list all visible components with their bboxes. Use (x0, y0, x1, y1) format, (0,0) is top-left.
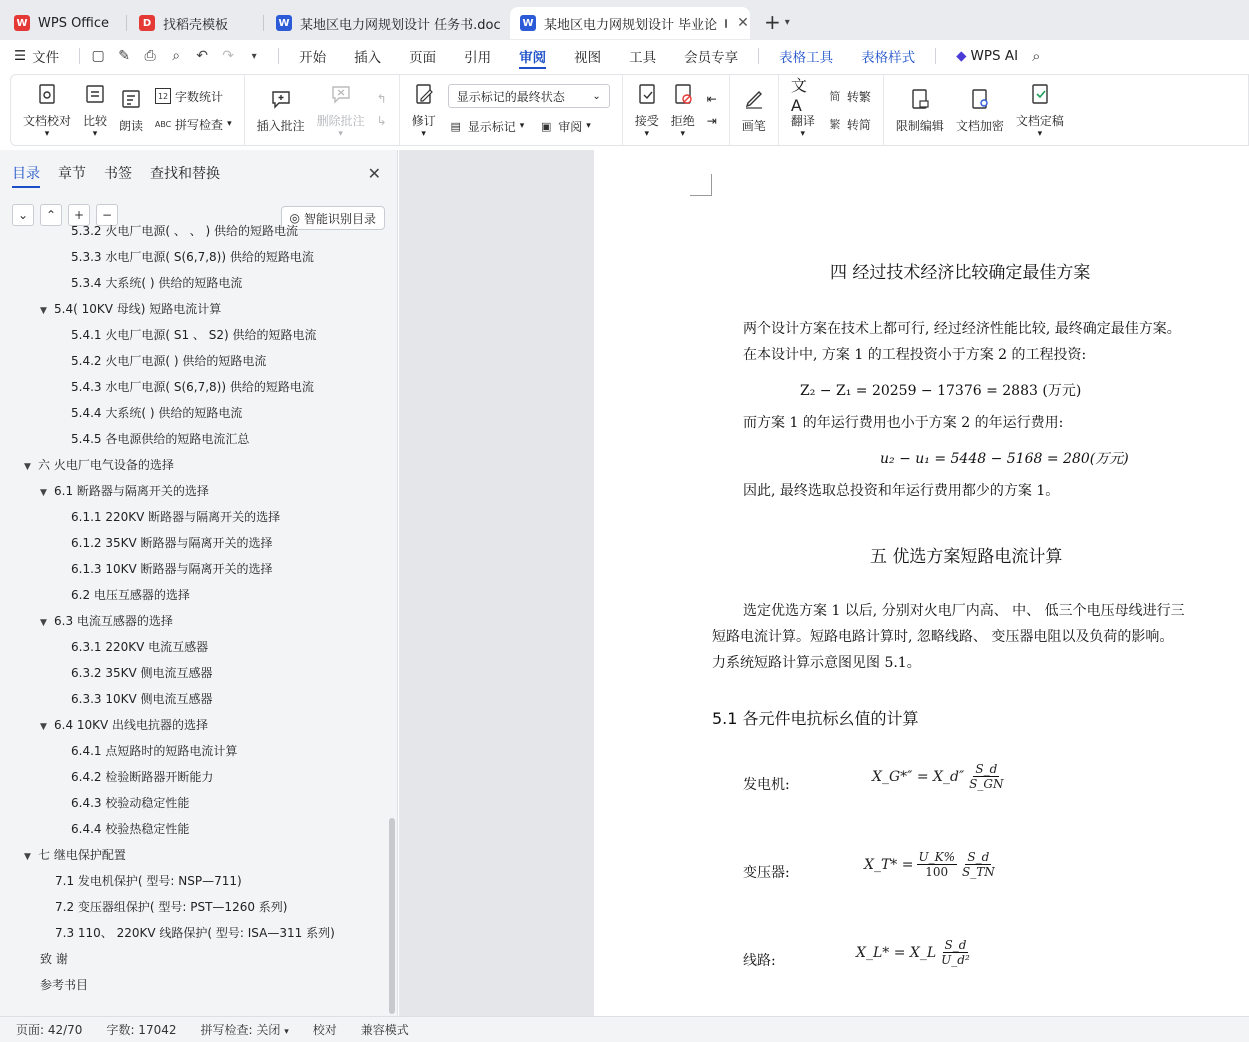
chevron-down-icon: ⌄ (592, 90, 601, 102)
translate-label: 翻译 (790, 113, 815, 128)
delete-comment-button[interactable] (311, 78, 371, 142)
spell-check-icon: ABC (154, 119, 172, 129)
review-pane-button[interactable] (538, 116, 591, 136)
next-comment-icon[interactable]: ↳ (376, 114, 387, 128)
markup-state-value: 显示标记的最终状态 (456, 89, 565, 104)
nav-tab-toc[interactable]: 目录 (12, 150, 40, 196)
finalize-icon (1028, 82, 1052, 106)
redo-icon[interactable]: ↷ (222, 48, 234, 64)
toc-item[interactable]: 参考书目 (40, 978, 89, 992)
expand-all-icon[interactable]: ⌄ (12, 204, 34, 226)
spell-check-label: 拼写检查 (175, 117, 224, 132)
compare-label: 比较 (83, 113, 108, 128)
paragraph-line: 而方案 1 的年运行费用也小于方案 2 的年运行费用: (743, 415, 1064, 431)
fraction (917, 850, 957, 879)
toc-item[interactable]: 6.3.1 220KV 电流互感器 (71, 640, 209, 654)
nav-tab-bookmark[interactable]: 书签 (104, 166, 132, 182)
pen-icon (742, 87, 766, 111)
numerator: S_d (975, 762, 998, 776)
reject-label: 拒绝 (670, 113, 695, 128)
generator-label: 发电机: (743, 777, 790, 793)
formula-lhs: X_G*″ = X_d″ (872, 768, 965, 785)
show-markup-button[interactable] (448, 116, 525, 136)
paragraph-line: 在本设计中, 方案 1 的工程投资小于方案 2 的工程投资: (743, 347, 1087, 363)
smart-toc-label: 智能识别目录 (303, 211, 376, 226)
menu-review[interactable]: 审阅 (505, 40, 560, 72)
tab-task-doc[interactable] (266, 7, 502, 39)
menu-table-style[interactable]: 表格样式 (861, 50, 916, 66)
review-ribbon (10, 74, 1249, 146)
encrypt-button[interactable] (950, 78, 1010, 142)
format-painter-icon[interactable]: ✎ (118, 48, 130, 64)
previous-change-icon[interactable]: ⇤ (706, 92, 717, 106)
to-traditional-label: 转繁 (846, 89, 871, 104)
docer-icon: D (139, 15, 155, 31)
finalize-label: 文档定稿 (1015, 113, 1064, 128)
caret-down-icon[interactable]: ▼ (40, 488, 47, 498)
tab-label: 某地区电力网规划设计 毕业论 (544, 17, 718, 33)
fraction (967, 762, 1005, 791)
toc-item[interactable]: 6.3.2 35KV 侧电流互感器 (71, 666, 213, 680)
collapse-all-icon[interactable]: ⌃ (40, 204, 62, 226)
proofread-icon (35, 82, 59, 106)
numerator: U_K% (918, 850, 955, 864)
chevron-down-icon[interactable]: ▾ (251, 50, 257, 62)
word-count-label: 字数统计 (175, 89, 224, 104)
translate-button[interactable] (785, 75, 821, 142)
menu-table-tools[interactable]: 表格工具 (779, 50, 834, 66)
simplified-icon: 繁 (829, 118, 841, 131)
change-nav-column (701, 92, 723, 128)
toc-item[interactable]: 6.4.2 检验断路器开断能力 (71, 770, 214, 784)
encrypt-label: 文档加密 (955, 118, 1004, 133)
read-aloud-button[interactable] (113, 78, 149, 142)
read-aloud-icon (119, 87, 143, 111)
finalize-button[interactable] (1010, 78, 1070, 142)
paragraph-line: 因此, 最终选取总投资和年运行费用都少的方案 1。 (743, 483, 1060, 499)
toc-item[interactable]: 6.3.3 10KV 侧电流互感器 (71, 692, 213, 706)
menu-bar (0, 40, 1249, 72)
proofing-group (11, 75, 245, 145)
wps-ai-icon: ◆ (956, 48, 967, 64)
divider (935, 48, 936, 64)
traditional-icon: 简 (829, 90, 841, 103)
save-icon[interactable]: ▢ (91, 48, 105, 64)
line-formula (856, 938, 972, 967)
toc-item[interactable]: ▼ 6.3 电流互感器的选择 (40, 608, 173, 634)
next-change-icon[interactable]: ⇥ (706, 114, 717, 128)
denominator: 100 (925, 865, 949, 879)
formula-lhs: X_T* = (864, 856, 914, 873)
accept-button[interactable] (629, 78, 665, 142)
heading-section-four: 四 经过技术经济比较确定最佳方案 (830, 263, 1091, 283)
chevron-down-icon: ▾ (284, 1027, 289, 1037)
generator-formula (872, 762, 1005, 791)
paragraph-line: 力系统短路计算示意图见图 5.1。 (712, 655, 921, 671)
accept-icon (635, 82, 659, 106)
language-group (779, 75, 884, 145)
toc-item[interactable]: 5.4.2 火电厂电源( ) 供给的短路电流 (71, 354, 267, 368)
to-simplified-label: 转简 (846, 117, 871, 132)
close-icon[interactable]: ✕ (367, 164, 381, 183)
numerator: S_d (967, 850, 990, 864)
wps-ai-button[interactable] (942, 40, 1032, 72)
markup-state-select[interactable] (448, 84, 610, 108)
previous-comment-icon[interactable]: ↰ (376, 92, 387, 106)
toc-item[interactable]: 7.3 110、 220KV 线路保护( 型号: ISA—311 系列) (55, 926, 335, 940)
caret-down-icon[interactable]: ▼ (40, 722, 47, 732)
delete-comment-label: 删除批注 (316, 113, 365, 128)
toc-item[interactable]: 6.4.1 点短路时的短路电流计算 (71, 744, 238, 758)
tab-label: 某地区电力网规划设计 任务书.doc (300, 17, 501, 33)
caret-down-icon[interactable]: ▼ (24, 462, 31, 472)
equation-investment: Z₂ − Z₁ = 20259 − 17376 = 2883 (万元) (800, 383, 1082, 399)
paragraph-line: 两个设计方案在技术上都可行, 经过经济性能比较, 最终确定最佳方案。 (743, 321, 1181, 337)
reject-icon (671, 82, 695, 106)
paragraph-line: 选定优选方案 1 以后, 分别对火电厂内高、 中、 低三个电压母线进行三 (743, 603, 1185, 619)
proofread-label: 文档校对 (23, 113, 72, 128)
wps-ai-label: WPS AI (970, 48, 1019, 64)
smart-toc-icon: ◎ (289, 211, 300, 225)
toc-item[interactable]: 6.4.4 校验热稳定性能 (71, 822, 190, 836)
caret-down-icon[interactable]: ▼ (40, 618, 47, 628)
protect-group (884, 75, 1076, 145)
heading-section-five: 五 优选方案短路电流计算 (870, 547, 1063, 567)
toc-item[interactable]: 致 谢 (40, 952, 68, 966)
restrict-edit-button[interactable] (890, 78, 950, 142)
menu-start[interactable]: 开始 (299, 50, 327, 66)
show-markup-icon: ▤ (450, 119, 461, 133)
divider (79, 48, 80, 64)
toc-item[interactable]: 5.4.4 大系统( ) 供给的短路电流 (71, 406, 243, 420)
page-indicator[interactable]: 页面: 42/70 (16, 1023, 83, 1037)
hamburger-icon: ☰ (14, 48, 27, 64)
remove-heading-icon[interactable]: − (96, 204, 118, 226)
toc-item[interactable]: 7.1 发电机保护( 型号: NSP—711) (55, 874, 242, 888)
toc-item[interactable]: ▼ 七 继电保护配置 (24, 842, 126, 868)
word-count-status[interactable]: 字数: 17042 (106, 1023, 177, 1037)
divider (758, 48, 759, 64)
toc-item[interactable]: 5.4.1 火电厂电源( S1 、 S2) 供给的短路电流 (71, 328, 317, 342)
line-label: 线路: (743, 953, 776, 969)
toc-item[interactable]: 5.3.3 水电厂电源( S(6,7,8)) 供给的短路电流 (71, 250, 314, 264)
toc-item[interactable]: 5.4.3 水电厂电源( S(6,7,8)) 供给的短路电流 (71, 380, 314, 394)
proofread-button[interactable] (17, 78, 77, 142)
compat-mode-status: 兼容模式 (360, 1023, 409, 1037)
tab-wps-office[interactable] (4, 7, 124, 39)
word-doc-icon: W (276, 15, 292, 31)
close-icon[interactable]: ✕ (737, 15, 749, 31)
revision-group (400, 75, 623, 145)
add-heading-icon[interactable]: + (68, 204, 90, 226)
toc-item[interactable]: ▼ 5.4( 10KV 母线) 短路电流计算 (40, 296, 221, 322)
read-aloud-label: 朗读 (119, 118, 144, 133)
comment-group (245, 75, 400, 145)
denominator: S_TN (961, 865, 995, 879)
navigation-pane (0, 150, 398, 1016)
transformer-label: 变压器: (743, 865, 790, 881)
menu-tools[interactable]: 工具 (629, 50, 657, 66)
toc-item[interactable]: 6.2 电压互感器的选择 (71, 588, 190, 602)
toc-item[interactable]: 6.1.3 10KV 断路器与隔离开关的选择 (71, 562, 273, 576)
fraction (960, 850, 997, 879)
transformer-formula (864, 850, 997, 879)
spell-check-status[interactable]: 拼写检查: 关闭 ▾ (200, 1023, 289, 1037)
undo-icon[interactable]: ↶ (196, 48, 208, 64)
formula-lhs: X_L* = X_L (856, 944, 937, 961)
menu-member[interactable]: 会员专享 (684, 50, 739, 66)
menu-view[interactable]: 视图 (574, 50, 602, 66)
document-page[interactable] (594, 150, 1249, 1016)
track-changes-label: 修订 (411, 113, 436, 128)
toc-item[interactable]: ▼ 六 火电厂电气设备的选择 (24, 452, 174, 478)
insert-comment-button[interactable] (251, 78, 311, 142)
monitor-icon (725, 19, 727, 28)
tab-label: WPS Office (38, 15, 110, 31)
toc-item[interactable]: ▼ 6.1 断路器与隔离开关的选择 (40, 478, 209, 504)
print-icon[interactable]: ⎙ (144, 48, 156, 64)
accept-reject-group (623, 75, 730, 145)
paragraph-line: 短路电流计算。短路电路计算时, 忽略线路、 变压器电阻以及负荷的影响。 (712, 629, 1174, 645)
word-count-icon: 12 (155, 88, 171, 104)
search-icon[interactable]: ⌕ (1032, 47, 1041, 65)
tab-separator (126, 15, 127, 31)
heading-5-1: 5.1 各元件电抗标幺值的计算 (712, 709, 919, 728)
nav-tabs (0, 150, 397, 196)
tab-thesis-doc[interactable] (510, 7, 750, 39)
word-doc-icon: W (520, 15, 536, 31)
proof-status[interactable]: 校对 (312, 1023, 337, 1037)
comment-nav-column (371, 92, 393, 128)
review-pane-icon: ▣ (541, 119, 552, 133)
denominator: U_d² (941, 953, 970, 967)
encrypt-icon (968, 87, 992, 111)
quick-access-toolbar (86, 48, 272, 64)
toc-item[interactable]: 5.3.4 大系统( ) 供给的短路电流 (71, 276, 243, 290)
restrict-edit-icon (908, 87, 932, 111)
toc-item[interactable]: ▼ 6.4 10KV 出线电抗器的选择 (40, 712, 208, 738)
compare-icon (83, 82, 107, 106)
toc-scrollbar[interactable] (389, 818, 395, 1014)
file-menu[interactable] (0, 40, 73, 72)
compare-button[interactable] (77, 78, 113, 142)
toc-item[interactable]: 5.4.5 各电源供给的短路电流汇总 (71, 432, 250, 446)
wps-logo-icon: W (14, 15, 30, 31)
insert-comment-icon (269, 87, 293, 111)
track-changes-icon (412, 82, 436, 106)
track-changes-button[interactable] (406, 78, 442, 142)
caret-down-icon[interactable]: ▼ (40, 306, 47, 316)
toc-item[interactable]: 6.1.1 220KV 断路器与隔离开关的选择 (71, 510, 281, 524)
menu-reference[interactable]: 引用 (464, 50, 492, 66)
equation-operating-cost: u₂ − u₁ = 5448 − 5168 = 280(万元) (880, 451, 1129, 467)
toc-list (0, 224, 390, 1014)
to-traditional-button[interactable] (827, 86, 871, 106)
toc-item[interactable]: 5.3.2 火电厂电源( 、 、 ) 供给的短路电流 (71, 224, 298, 238)
conversion-column (821, 86, 877, 134)
divider (278, 48, 279, 64)
translate-icon: 文A (790, 75, 807, 115)
pen-label: 画笔 (741, 118, 766, 133)
denominator: S_GN (969, 777, 1004, 791)
print-preview-icon[interactable]: ⌕ (172, 48, 181, 64)
nav-tab-chapter[interactable]: 章节 (58, 166, 86, 182)
count-spell-column (149, 86, 238, 134)
tab-docer[interactable] (129, 7, 261, 39)
word-count-button[interactable] (155, 86, 232, 106)
reject-button[interactable] (665, 78, 701, 142)
show-markup-label: 显示标记 (467, 119, 516, 134)
caret-down-icon[interactable]: ▼ (24, 852, 31, 862)
numerator: S_d (944, 938, 967, 952)
to-simplified-button[interactable] (827, 114, 871, 134)
toc-item[interactable]: 7.2 变压器组保护( 型号: PST—1260 系列) (55, 900, 288, 914)
restrict-edit-label: 限制编辑 (895, 118, 944, 133)
status-bar (0, 1016, 1249, 1042)
review-pane-label: 审阅 (558, 119, 583, 134)
pen-group (730, 75, 779, 145)
markup-column (442, 84, 616, 136)
fraction (939, 938, 972, 967)
menu-page[interactable]: 页面 (409, 50, 437, 66)
spell-check-button[interactable] (155, 114, 232, 134)
pen-button[interactable] (736, 78, 772, 142)
chevron-down-icon[interactable]: ▾ (784, 16, 790, 28)
nav-tab-find-replace[interactable]: 查找和替换 (150, 166, 220, 182)
tab-separator (263, 15, 264, 31)
menu-insert[interactable]: 插入 (354, 50, 382, 66)
page-corner-mark (690, 174, 712, 196)
tab-label: 找稻壳模板 (163, 17, 229, 33)
toc-item[interactable]: 6.1.2 35KV 断路器与隔离开关的选择 (71, 536, 273, 550)
file-menu-label: 文件 (32, 50, 60, 66)
delete-comment-icon (329, 82, 353, 106)
insert-comment-label: 插入批注 (256, 118, 305, 133)
new-tab-icon[interactable]: + (764, 10, 781, 34)
tab-bar (0, 0, 1249, 40)
toc-item[interactable]: 6.4.3 校验动稳定性能 (71, 796, 190, 810)
accept-label: 接受 (634, 113, 659, 128)
